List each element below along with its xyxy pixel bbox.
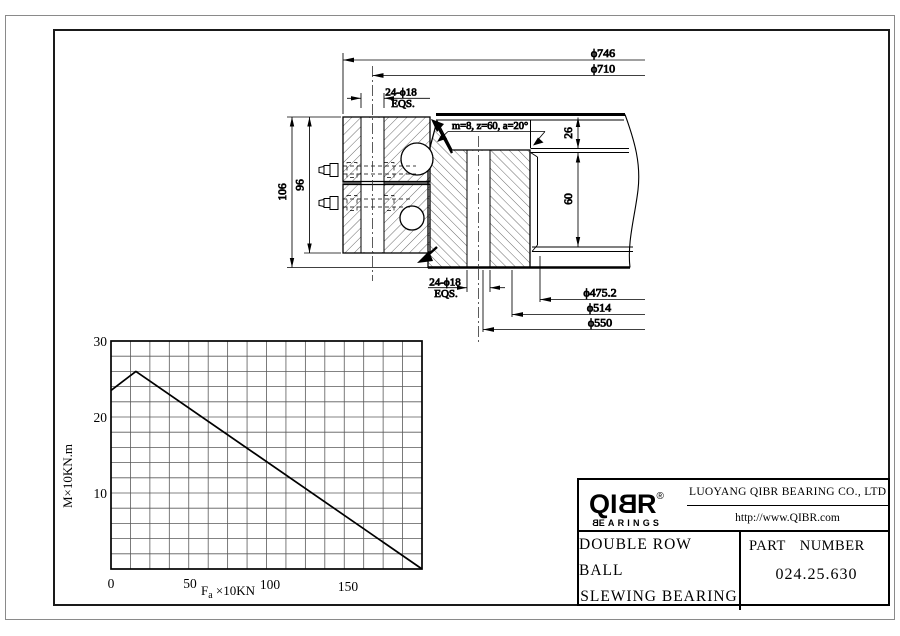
y-tick-20: 20 — [93, 410, 107, 425]
dim-label-106: 106 — [277, 183, 289, 201]
x-tick-150: 150 — [337, 579, 359, 594]
logo-bearings-text: BEARINGS — [589, 518, 663, 528]
dim-bore-diameter — [512, 270, 645, 317]
dim-label-26: 26 — [563, 127, 575, 139]
ball-upper-row — [401, 143, 433, 175]
grease-nipple-lower — [319, 197, 338, 210]
dim-label-710: ϕ710 — [590, 61, 616, 76]
outer-ring-split-line — [343, 182, 430, 185]
dim-label-bolt-bottom: 24-ϕ18 — [429, 276, 461, 289]
chart-x-axis-label: $F_a \times 10KN$ — [200, 583, 256, 601]
company-logo — [579, 480, 687, 530]
qibr-logo: QIBR® — [589, 489, 664, 519]
dim-label-746: ϕ746 — [590, 46, 616, 60]
dim-label-96: 96 — [294, 179, 307, 191]
dim-26 — [563, 118, 580, 149]
y-tick-30: 30 — [93, 334, 107, 349]
dim-label-550: ϕ550 — [587, 315, 613, 330]
dim-gear-spec — [437, 121, 545, 146]
product-name-line2: SLEWING BEARING — [580, 588, 738, 605]
dim-label-eqs-top: EQS. — [391, 98, 415, 110]
dim-label-gear: m=8, z=60, a=20° — [452, 121, 529, 132]
dim-label-475: ϕ475.2 — [583, 285, 617, 300]
product-name — [579, 532, 741, 610]
company-name: LUOYANG QIBR BEARING CO., LTD — [687, 480, 888, 506]
registered-mark-icon: ® — [656, 491, 664, 502]
title-block-header-row — [579, 480, 888, 532]
y-tick-10: 10 — [93, 486, 107, 501]
part-number-cell — [741, 532, 888, 610]
load-capacity-chart — [60, 334, 422, 601]
company-website[interactable]: http://www.QIBR.com — [735, 511, 840, 524]
product-name-line1: DOUBLE ROW BALL — [579, 536, 692, 579]
dim-label-514: ϕ514 — [586, 300, 612, 315]
x-tick-50: 50 — [183, 576, 197, 591]
chart-grid — [111, 341, 422, 569]
dim-label-bolt-top: 24-ϕ18 — [385, 86, 417, 99]
section-break-line — [625, 115, 639, 268]
dim-outer-bolt-circle — [373, 62, 646, 78]
part-number-label: PART NUMBER — [749, 538, 865, 554]
company-info — [687, 480, 888, 530]
dim-label-60: 60 — [563, 193, 575, 205]
dim-60 — [563, 153, 580, 247]
dim-outer-bolt-holes — [347, 87, 430, 111]
part-number-value: 024.25.630 — [775, 566, 858, 583]
x-tick-100: 100 — [259, 577, 281, 592]
grease-nipple-upper — [319, 164, 338, 177]
title-block-bottom-row — [579, 532, 888, 610]
dim-inner-bolt-circle — [483, 270, 645, 332]
dim-96 — [295, 117, 342, 253]
x-tick-0: 0 — [107, 576, 115, 591]
chart-y-axis-label: M×10KN.m — [60, 443, 75, 509]
dim-inner-bolt-holes — [428, 270, 505, 300]
dim-label-eqs-bottom: EQS. — [434, 288, 458, 300]
ball-lower-row — [400, 206, 424, 230]
title-block — [577, 478, 890, 606]
dim-outer-diameter — [343, 46, 645, 114]
